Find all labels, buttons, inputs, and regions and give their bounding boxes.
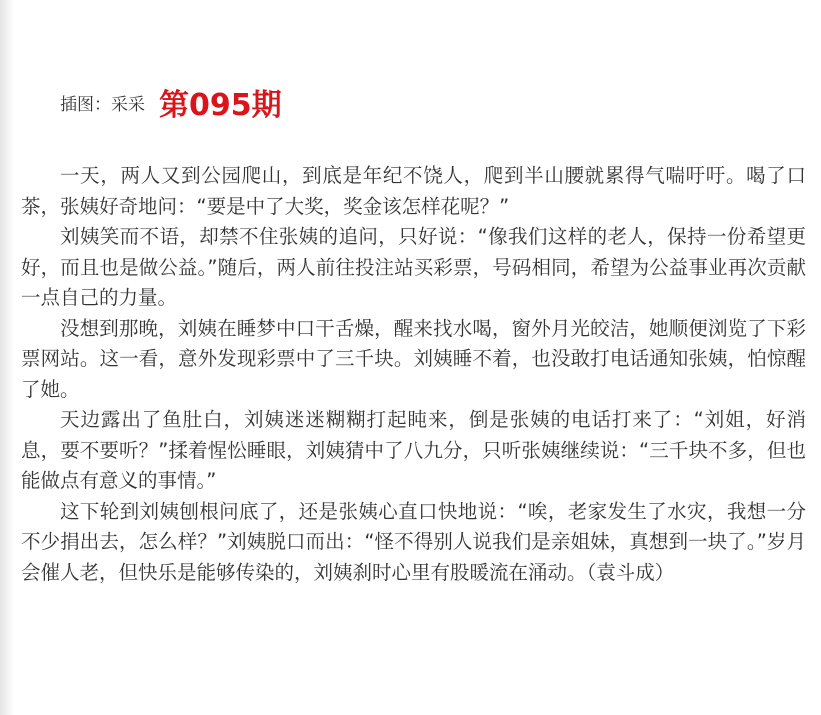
article-body <box>21 161 806 588</box>
illustration-credit: 插图：采采 <box>60 94 145 115</box>
page-edge-shadow <box>0 0 14 715</box>
paragraph: 一天，两人又到公园爬山，到底是年纪不饶人，爬到半山腰就累得气喘吁吁。喝了口茶，张姨好奇地问：“要是中了大奖，奖金该怎样花呢？” <box>21 164 806 218</box>
paragraph: 刘姨笑而不语，却禁不住张姨的追问，只好说：“像我们这样的老人，保持一份希望更好，而且也是做公益。”随后，两人前往投注站买彩票，号码相同，希望为公益事业再次贡献一点自己的力量。 <box>21 225 806 309</box>
issue-number: 第095期 <box>159 88 282 123</box>
paragraph: 这下轮到刘姨刨根问底了，还是张姨心直口快地说：“唉，老家发生了水灾，我想一分不少捐出去，怎么样？”刘姨脱口而出：“怪不得别人说我们是亲姐妹，真想到一块了。”岁月会催人老，但快乐是能够传染的，刘姨刹时心里有股暖流在涌动。（袁斗成） <box>21 499 806 584</box>
paragraph: 没想到那晚，刘姨在睡梦中口干舌燥，醒来找水喝，窗外月光皎洁，她顺便浏览了下彩票网站。这一看，意外发现彩票中了三千块。刘姨睡不着，也没敢打电话通知张姨，怕惊醒了她。 <box>21 316 806 401</box>
paragraph: 天边露出了鱼肚白，刘姨迷迷糊糊打起盹来，倒是张姨的电话打来了：“刘姐，好消息，要不要听？”揉着惺忪睡眼，刘姨猜中了八九分，只听张姨继续说：“三千块不多，但也能做点有意义的事情。” <box>21 408 806 492</box>
article-header <box>60 80 282 124</box>
